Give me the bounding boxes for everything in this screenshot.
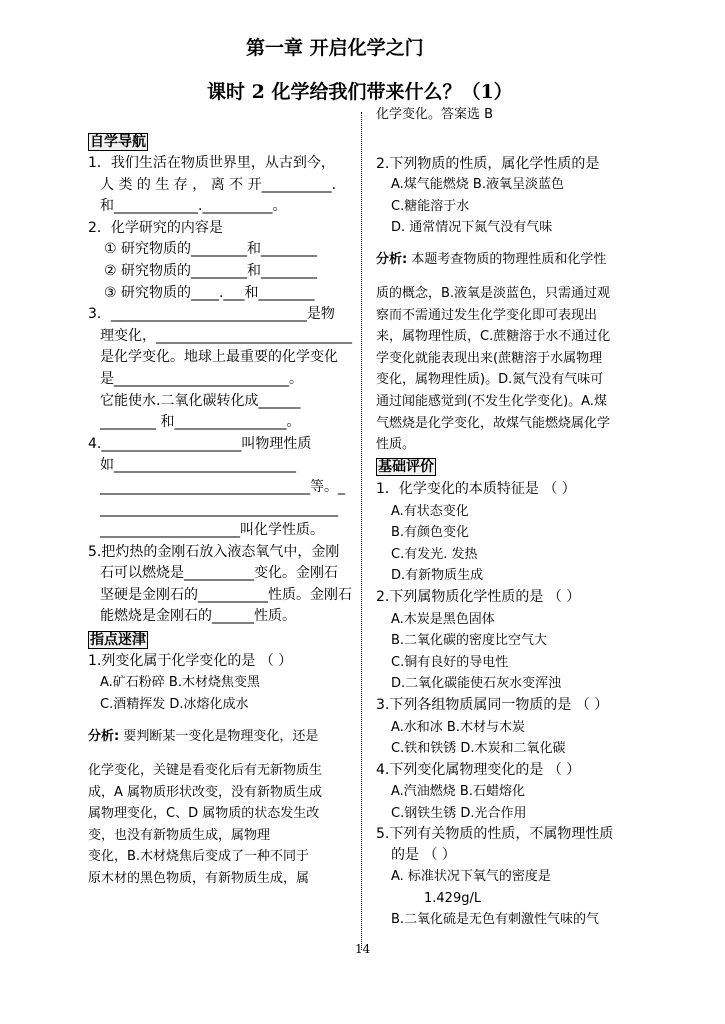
eval-question-5-stem1: 5.下列有关物质的性质，不属物理性质 — [376, 826, 614, 842]
self-study-line: 如__________________________ — [100, 457, 296, 474]
guide-q1-analysis-first — [88, 728, 318, 746]
analysis-line: 质的概念，B.液氧是淡蓝色，只需通过观 — [376, 286, 611, 301]
analysis-line: 原木材的黑色物质，有新物质生成，属 — [88, 870, 310, 886]
analysis-line: 变化，B.木材烧焦后变成了一种不同于 — [88, 849, 310, 865]
self-study-line: 能燃烧是金刚石的______性质。 — [100, 608, 296, 625]
eval-question-stem: 1．化学变化的本质特征是 （ ） — [376, 481, 576, 497]
eval-option: C.铜有良好的导电性 — [391, 654, 509, 670]
guide-q2-option-c: C.糖能溶于水 — [391, 199, 470, 214]
guide-q2-analysis — [376, 283, 610, 456]
eval-option: C.钢铁生锈 D.光合作用 — [391, 805, 527, 821]
eval-question-stem: 4.下列变化属物理变化的是 （ ） — [376, 761, 581, 778]
self-study-line: 是化学变化。地球上最重要的化学变化 — [100, 349, 338, 366]
eval-question-5-stem2: 的是 （ ） — [391, 847, 456, 863]
eval-option: D.有新物质生成 — [391, 568, 484, 584]
self-study-line: 它能使水.二氧化碳转化成______ — [100, 392, 301, 409]
analysis-text: 本题考查物质的物理性质和化学性 — [411, 252, 607, 267]
analysis-line: 气燃烧是化学变化，故煤气能燃烧属化学 — [376, 415, 611, 431]
section-self-study-header: 自学导航 — [90, 134, 146, 150]
analysis-line: 化学变化，关键是看变化后有无新物质生 — [88, 763, 323, 778]
section-guide-header: 指点迷津 — [90, 632, 146, 648]
self-study-line: __________________________________ — [100, 500, 338, 517]
eval-question-stem: 3.下列各组物质属同一物质的是 （ ） — [376, 696, 609, 713]
guide-q2-options-row1: A.煤气能燃烧 B.液氧呈淡蓝色 — [391, 177, 564, 192]
self-study-line: ③ 研究物质的____.___和________ — [104, 284, 315, 301]
eval-option: A.木炭是黑色固体 — [391, 611, 495, 627]
self-study-line: ____________________叫化学性质。 — [100, 522, 324, 539]
guide-q1-analysis — [88, 760, 322, 890]
analysis-line: 通过闻能感觉到(不发生化学变化)。A.煤 — [376, 393, 607, 409]
analysis-line: 来，属物理性质，C.蔗糖溶于水不通过化 — [376, 329, 611, 345]
eval-option: A.有状态变化 — [391, 503, 469, 519]
eval-question-stem: 2.下列属物质化学性质的是 （ ） — [376, 588, 581, 605]
self-study-line: 和____________.__________。 — [100, 198, 287, 215]
analysis-line: 学变化就能表现出来(蔗糖溶于水属物理 — [376, 350, 603, 366]
continuation-text: 化学变化。答案选 B — [376, 107, 494, 122]
eval-option: C.铁和铁锈 D.木炭和二氧化碳 — [391, 741, 566, 757]
eval-option: A.汽油燃烧 B.石蜡熔化 — [391, 784, 525, 800]
guide-q1-options-row1: A.矿石粉碎 B.木材烧焦变黑 — [100, 675, 260, 690]
lesson-title: 课时 2 化学给我们带来什么？（1） — [207, 81, 513, 103]
self-study-line: 3．____________________________是物 — [88, 306, 335, 323]
self-study-line: 4.____________________叫物理性质 — [88, 435, 312, 452]
analysis-line: 成，A 属物质形状改变，没有新物质生成 — [88, 784, 323, 800]
eval-option: A.水和冰 B.木材与木炭 — [391, 719, 525, 735]
self-study-line: 理变化，____________________________ — [100, 327, 352, 344]
eval-option: C.有发光. 发热 — [391, 546, 478, 562]
self-study-line: ________ 和________________。 — [100, 414, 301, 431]
column-divider — [361, 112, 362, 950]
self-study-line: 1．我们生活在物质世界里，从古到今， — [88, 155, 335, 171]
guide-question-2: 2.下列物质的性质，属化学性质的是 — [376, 156, 600, 172]
chapter-title: 第一章 开启化学之门 — [246, 37, 424, 59]
guide-q2-analysis-first — [376, 251, 606, 269]
self-study-line: ① 研究物质的________和________ — [104, 241, 318, 258]
eval-q5-option-a: A. 标准状况下氧气的密度是 — [391, 869, 551, 884]
eval-option: B.有颜色变化 — [391, 525, 470, 541]
page-number: 14 — [355, 942, 371, 956]
eval-q5-option-b: B.二氧化硫是无色有刺激性气味的气 — [391, 912, 600, 927]
section-eval-header: 基础评价 — [378, 459, 434, 475]
self-study-line: 人 类 的 生 存 ， 离 不 开__________. — [100, 176, 337, 193]
analysis-label: 分析: — [88, 729, 120, 744]
self-study-line: 坚硬是金刚石的__________性质。金刚石 — [100, 586, 352, 603]
analysis-line: 察而不需通过发生化学变化即可表现出 — [376, 307, 598, 323]
self-study-line: 5.把灼热的金刚石放入液态氧气中，金刚 — [88, 543, 340, 560]
self-study-line: 2．化学研究的内容是 — [88, 219, 223, 236]
self-study-block — [88, 153, 352, 628]
analysis-line: 属物理变化，C、D 属物质的状态发生改 — [88, 806, 320, 822]
guide-q1-options-row2: C.酒精挥发 D.冰熔化成水 — [100, 697, 249, 712]
analysis-line: 性质。 — [376, 437, 416, 453]
eval-option: D.二氧化碳能使石灰水变浑浊 — [391, 676, 562, 692]
self-study-line: ② 研究物质的________和________ — [104, 262, 318, 279]
guide-question-1: 1.列变化属于化学变化的是 （ ） — [88, 653, 293, 669]
analysis-line: 变化，属物理性质)。D.氮气没有气味可 — [376, 372, 604, 388]
self-study-line: 是_________________________。 — [100, 370, 303, 387]
analysis-text: 要判断某一变化是物理变化，还是 — [123, 729, 319, 744]
self-study-line: 石可以燃烧是__________变化。金刚石 — [100, 565, 338, 582]
eval-q5-option-a-value: 1.429g/L — [424, 891, 482, 906]
guide-q2-option-d: D. 通常情况下氮气没有气味 — [391, 220, 553, 235]
eval-questions — [376, 479, 608, 825]
eval-option: B.二氧化碳的密度比空气大 — [391, 633, 548, 649]
analysis-line: 变，也没有新物质生成，属物理 — [88, 827, 271, 843]
self-study-line: ______________________________等。_ — [100, 478, 345, 495]
analysis-label: 分析: — [376, 252, 408, 267]
